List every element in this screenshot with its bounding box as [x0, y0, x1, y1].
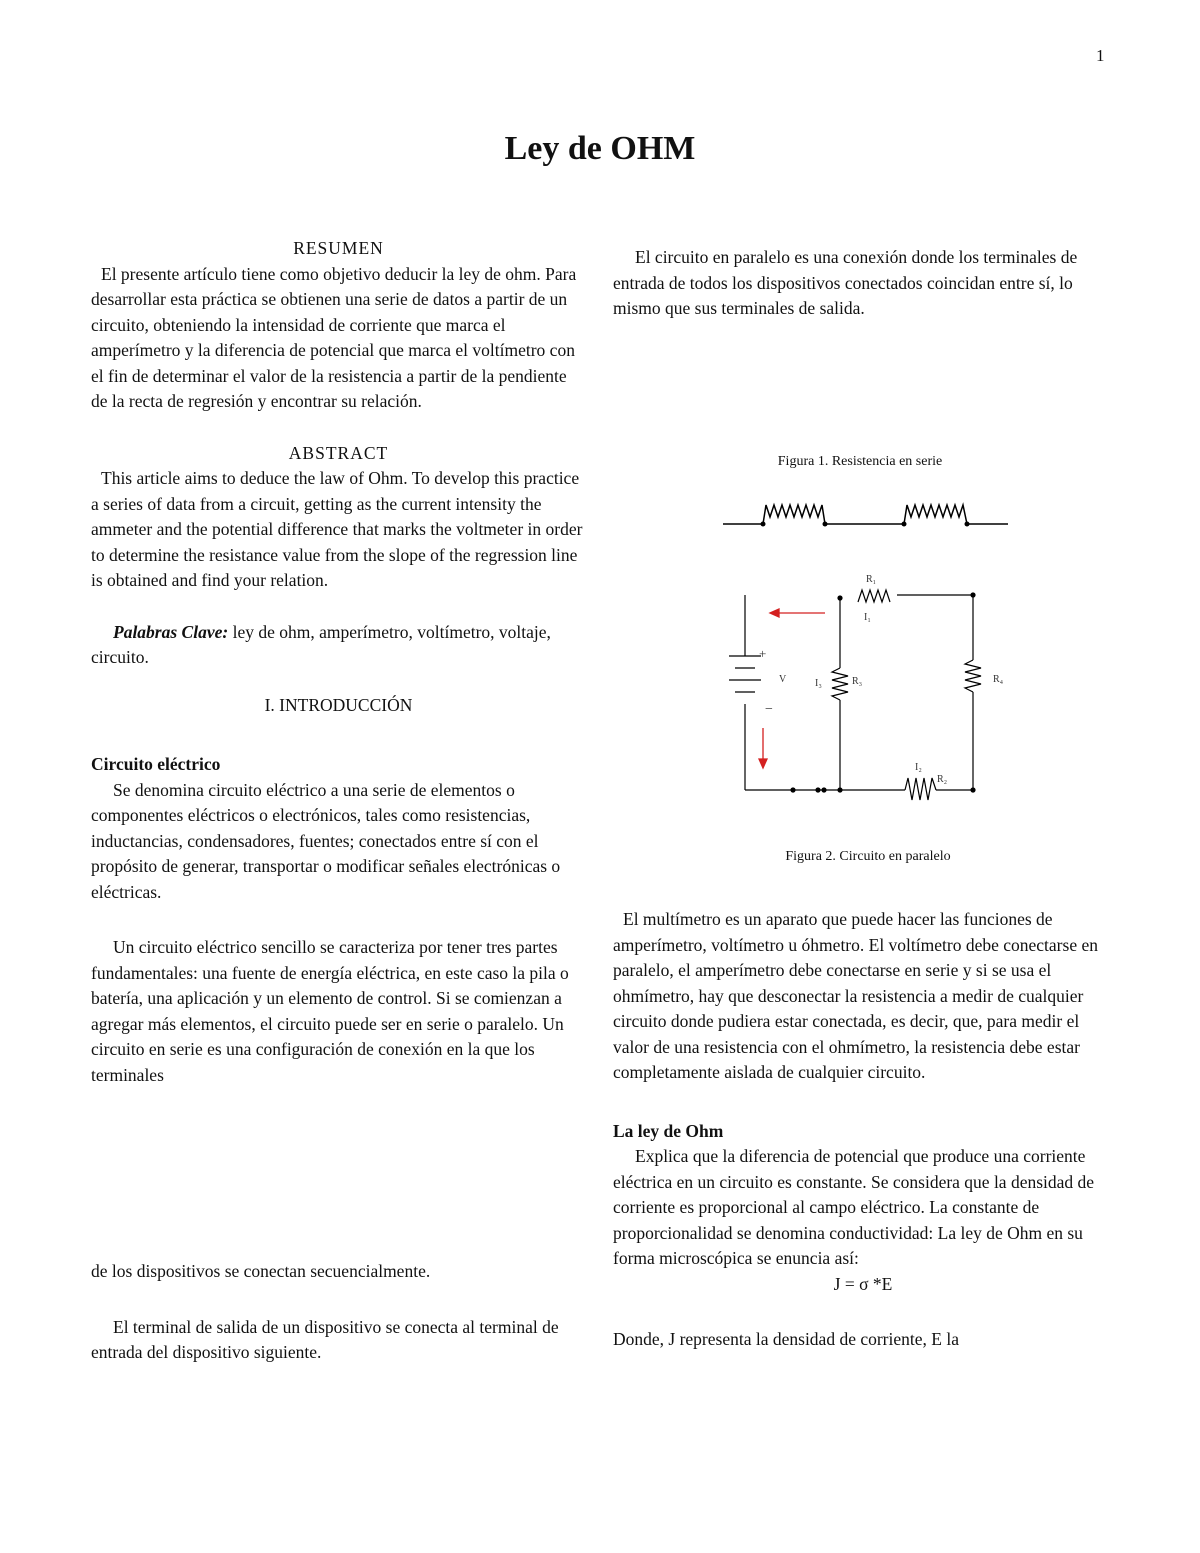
arrow-head	[759, 759, 767, 768]
node	[761, 522, 766, 527]
label-v: V	[779, 674, 787, 685]
node	[790, 787, 795, 792]
node	[970, 592, 975, 597]
abstract-heading: ABSTRACT	[288, 442, 389, 463]
paralelo-paragraph: El circuito en paralelo es una conexión donde los terminales de entrada de todos los dispositivos conectados coincidan entre sí, lo mismo que sus terminales de salida.	[613, 247, 1078, 318]
figure-2-parallel-circuit	[715, 568, 1005, 808]
label-plus: +	[759, 646, 767, 661]
label-r3: R₃	[852, 676, 863, 687]
figure-1-caption: Figura 1. Resistencia en serie	[777, 454, 943, 469]
keywords	[91, 620, 586, 671]
resistor-r3	[832, 668, 848, 700]
circuito-paragraph-2: Un circuito eléctrico sencillo se caracteriza por tener tres partes fundamentales: una fuente de energía eléctrica, en este caso la pila o batería, una aplicación y un elemento de control. Si se comienzan a agregar más elementos, el circuito puede ser en serie o paralelo. Un circuito en serie es una configuración de conexión en la que los terminales	[91, 937, 569, 1085]
keywords-text: ley de ohm, amperímetro, voltímetro, voltaje, circuito.	[91, 621, 551, 667]
right-column-bottom	[613, 907, 1113, 1353]
label-i2: I₂	[915, 762, 922, 773]
label-i3: I₃	[815, 678, 822, 689]
ley-heading: La ley de Ohm	[613, 1120, 724, 1141]
node	[970, 787, 975, 792]
resistor-1	[763, 505, 825, 524]
abstract-text: This article aims to deduce the law of Ohm. To develop this practice a series of data from a circuit, getting as the current intensity the ammeter and the potential difference that marks the voltmeter in order to determine the resistance value from the slope of the regression line is obtained and find your relation.	[91, 468, 583, 590]
ohm-equation: J = σ *E	[833, 1273, 893, 1294]
page-number: 1	[1096, 46, 1105, 65]
resistor-2	[904, 505, 967, 524]
label-r2: R₂	[937, 774, 948, 785]
circuito-heading: Circuito eléctrico	[91, 754, 221, 774]
resumen-heading: RESUMEN	[293, 238, 384, 258]
keywords-label: Palabras Clave:	[113, 621, 229, 642]
left-column	[91, 236, 586, 1088]
circuito-paragraph-1: Se denomina circuito eléctrico a una serie de elementos o componentes eléctricos o electrónicos, tales como resistencias, inductancias, condensadores, fuentes; conectados entre sí con el propósito de generar, transportar o modificar señales electrónicas o eléctricas.	[91, 779, 561, 902]
resumen-text: El presente artículo tiene como objetivo deducir la ley de ohm. Para desarrollar esta práctica se obtienen una serie de datos a partir de un circuito, obteniendo la intensidad de corriente que marca el amperímetro y la diferencia de potencial que marca el voltímetro con el fin de determinar el valor de la resistencia a partir de la pendiente de la recta de regresión y encontrar su relación.	[91, 263, 577, 411]
donde-paragraph: Donde, J representa la densidad de corriente, E la	[613, 1329, 959, 1349]
node	[837, 787, 842, 792]
figure-1-series-resistors	[718, 495, 1013, 535]
label-minus: −	[765, 702, 773, 717]
section-heading-introduccion: I. INTRODUCCIÓN	[264, 694, 413, 715]
ley-paragraph: Explica que la diferencia de potencial que produce una corriente eléctrica en un circuito es constante. Se considera que la densidad de corriente es proporcional al campo eléctrico. La constante de proporcionalidad se denomina conductividad: La ley de Ohm en su forma microscópica se enuncia así:	[613, 1146, 1095, 1268]
arrow-head	[770, 609, 779, 617]
node	[821, 787, 826, 792]
left-column-continued	[91, 1259, 586, 1366]
circuito-paragraph-3: de los dispositivos se conectan secuencialmente.	[91, 1261, 431, 1281]
node	[837, 595, 842, 600]
multimetro-paragraph: El multímetro es un aparato que puede hacer las funciones de amperímetro, voltímetro u óhmetro. El voltímetro debe conectarse en paralelo, el amperímetro debe conectarse en serie y si se usa el ohmímetro, hay que desconectar la resistencia a medir de cualquier circuito donde pudiera estar conectada, es decir, que, para medir el valor de una resistencia con el ohmímetro, la resistencia debe estar completamente aislada de cualquier circuito.	[613, 909, 1098, 1082]
node	[902, 522, 907, 527]
node	[823, 522, 828, 527]
circuito-paragraph-4: El terminal de salida de un dispositivo se conecta al terminal de entrada del dispositivo siguiente.	[91, 1316, 559, 1362]
label-r1: R₁	[866, 574, 877, 585]
right-column-top	[613, 245, 1113, 322]
resistor-r1	[858, 590, 890, 602]
resistor-r4	[965, 660, 981, 692]
node	[815, 787, 820, 792]
resistor-r2	[905, 778, 936, 800]
node	[965, 522, 970, 527]
label-r4: R₄	[993, 674, 1004, 685]
label-i1: I₁	[864, 612, 871, 623]
paper-title: Ley de OHM	[504, 130, 696, 167]
figure-2-caption: Figura 2. Circuito en paralelo	[785, 849, 951, 864]
